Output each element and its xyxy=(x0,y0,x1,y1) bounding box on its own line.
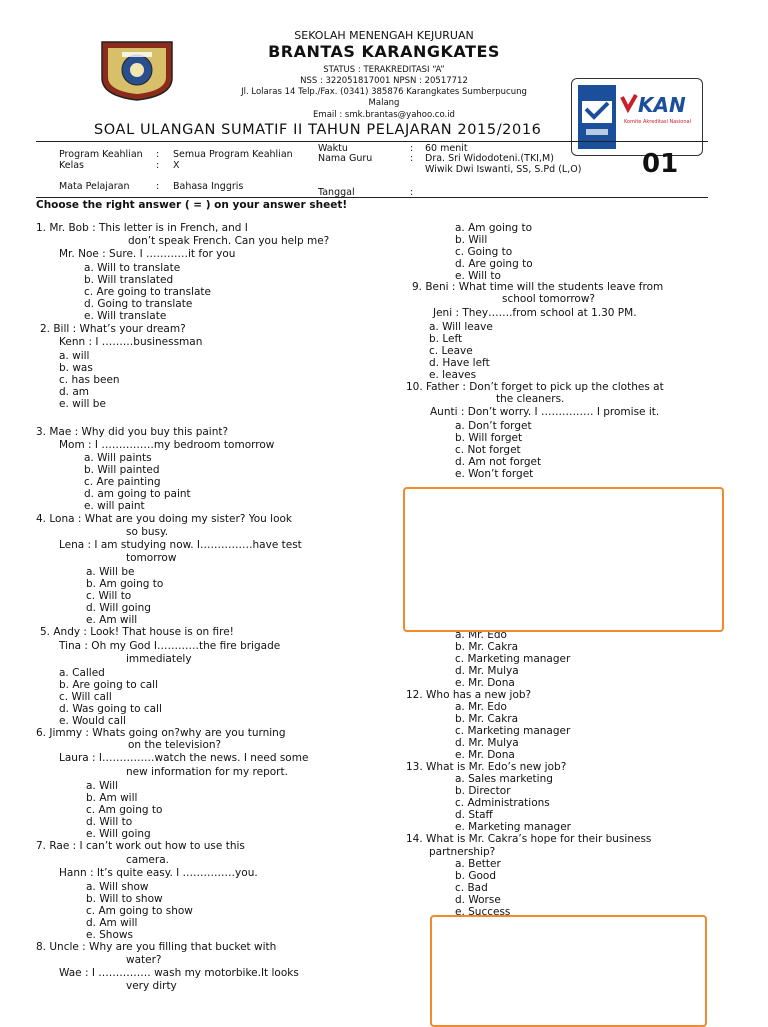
question-line: Mr. Noe : Sure. I …………it for you xyxy=(59,248,236,260)
question-line: 7. Rae : I can’t work out how to use this xyxy=(36,840,245,852)
question-line: 14. What is Mr. Cakra’s hope for their business xyxy=(406,833,652,845)
answer-option: c. Are going to translate xyxy=(84,286,211,298)
answer-option: b. Will painted xyxy=(84,464,160,476)
answer-option: a. Will to translate xyxy=(84,262,181,274)
question-line: 10. Father : Don’t forget to pick up the clothes at xyxy=(406,381,664,393)
question-line: 12. Who has a new job? xyxy=(406,689,532,701)
answer-option: a. Mr. Edo xyxy=(455,701,507,713)
question-line: on the television? xyxy=(128,739,222,751)
question-line: Mom : I ……………my bedroom tomorrow xyxy=(59,439,275,451)
answer-option: d. Are going to xyxy=(455,258,533,270)
question-line: new information for my report. xyxy=(126,766,288,778)
info-rule xyxy=(36,197,708,198)
answer-option: b. Are going to call xyxy=(59,679,158,691)
question-line: 8. Uncle : Why are you filling that bucket with xyxy=(36,941,277,953)
answer-option: e. Marketing manager xyxy=(455,821,571,833)
answer-option: a. will xyxy=(59,350,90,362)
answer-option: a. Am going to xyxy=(455,222,533,234)
address-line-2: Malang xyxy=(368,98,400,108)
answer-option: c. has been xyxy=(59,374,120,386)
question-line: very dirty xyxy=(126,980,177,992)
question-line: school tomorrow? xyxy=(502,293,595,305)
answer-option: c. Going to xyxy=(455,246,513,258)
answer-option: c. Leave xyxy=(429,345,473,357)
waktu-colon: : xyxy=(410,143,414,154)
answer-option: c. Administrations xyxy=(455,797,550,809)
answer-option: e. Shows xyxy=(86,929,133,941)
exam-code: 01 xyxy=(642,149,679,179)
question-line: the cleaners. xyxy=(496,393,565,405)
question-line: Kenn : I ………businessman xyxy=(59,336,203,348)
tanggal-label: Tanggal xyxy=(318,187,355,198)
answer-option: b. Am going to xyxy=(86,578,164,590)
question-line: Tina : Oh my God I…………the fire brigade xyxy=(59,640,281,652)
answer-option: a. Mr. Edo xyxy=(455,629,507,641)
question-line: 1. Mr. Bob : This letter is in French, and I xyxy=(36,222,248,234)
answer-option: b. Will xyxy=(455,234,488,246)
question-line: Aunti : Don’t worry. I …………… I promise it. xyxy=(430,406,660,418)
school-type: SEKOLAH MENENGAH KEJURUAN xyxy=(294,29,474,42)
answer-option: d. Worse xyxy=(455,894,501,906)
answer-option: d. Mr. Mulya xyxy=(455,665,519,677)
answer-option: e. Success xyxy=(455,906,511,918)
answer-option: e. will paint xyxy=(84,500,145,512)
answer-option: b. Mr. Cakra xyxy=(455,713,519,725)
answer-option: a. Will be xyxy=(86,566,135,578)
answer-option: e. Mr. Dona xyxy=(455,677,515,689)
kelas-colon: : xyxy=(156,160,160,171)
question-line: Wae : I …………… wash my motorbike.It looks xyxy=(59,967,299,979)
answer-option: c. Will to xyxy=(86,590,132,602)
question-line: don’t speak French. Can you help me? xyxy=(128,235,330,247)
question-line: partnership? xyxy=(429,846,496,858)
answer-option: a. Will leave xyxy=(429,321,493,333)
question-line: tomorrow xyxy=(126,552,177,564)
school-name: BRANTAS KARANGKATES xyxy=(268,42,500,61)
blank-box-2 xyxy=(430,915,707,1027)
answer-option: d. Am will xyxy=(86,917,138,929)
question-line: Laura : I……………watch the news. I need some xyxy=(59,752,309,764)
question-line: 5. Andy : Look! That house is on fire! xyxy=(40,626,234,638)
accreditation-status: STATUS : TERAKREDITASI “A” xyxy=(323,65,445,75)
nss-npsn: NSS : 322051817001 NPSN : 20517712 xyxy=(300,76,468,86)
answer-option: d. Mr. Mulya xyxy=(455,737,519,749)
answer-option: a. Will xyxy=(86,780,119,792)
answer-option: e. will be xyxy=(59,398,106,410)
question-line: immediately xyxy=(126,653,192,665)
answer-option: b. Will forget xyxy=(455,432,523,444)
answer-option: e. Won’t forget xyxy=(455,468,534,480)
title-rule xyxy=(36,141,708,142)
answer-option: d. am going to paint xyxy=(84,488,191,500)
answer-option: d. am xyxy=(59,386,90,398)
answer-option: d. Will going xyxy=(86,602,151,614)
answer-option: e. Mr. Dona xyxy=(455,749,515,761)
answer-option: b. was xyxy=(59,362,93,374)
waktu-value: 60 menit xyxy=(425,143,468,154)
kelas-label: Kelas xyxy=(59,160,85,171)
answer-option: e. Will translate xyxy=(84,310,167,322)
tanggal-colon: : xyxy=(410,187,414,198)
waktu-label: Waktu xyxy=(318,143,348,154)
instruction: Choose the right answer ( = ) on your answer sheet! xyxy=(36,199,348,211)
answer-option: b. Left xyxy=(429,333,463,345)
answer-option: a. Sales marketing xyxy=(455,773,553,785)
kan-subtitle: Komite Akreditasi Nasional xyxy=(624,119,691,125)
answer-option: d. Will to xyxy=(86,816,133,828)
kan-text: KAN xyxy=(638,93,686,117)
answer-option: b. Director xyxy=(455,785,511,797)
kelas-value: X xyxy=(173,160,180,171)
mapel-label: Mata Pelajaran xyxy=(59,181,130,192)
school-email: Email : smk.brantas@yahoo.co.id xyxy=(313,110,455,120)
exam-title: SOAL ULANGAN SUMATIF II TAHUN PELAJARAN 2015/2016 xyxy=(94,122,542,138)
answer-option: b. Will to show xyxy=(86,893,163,905)
question-line: 9. Beni : What time will the students leave from xyxy=(412,281,664,293)
answer-option: c. Are painting xyxy=(84,476,161,488)
answer-option: c. Will call xyxy=(59,691,112,703)
answer-option: a. Better xyxy=(455,858,501,870)
answer-option: b. Mr. Cakra xyxy=(455,641,519,653)
question-line: so busy. xyxy=(126,526,169,538)
question-line: camera. xyxy=(126,854,169,866)
question-line: 2. Bill : What’s your dream? xyxy=(40,323,186,335)
question-line: water? xyxy=(126,954,162,966)
answer-option: a. Don’t forget xyxy=(455,420,532,432)
guru-label: Nama Guru xyxy=(318,153,373,164)
answer-option: c. Am going to show xyxy=(86,905,193,917)
answer-option: e. Will to xyxy=(455,270,501,282)
answer-option: d. Was going to call xyxy=(59,703,162,715)
answer-option: d. Am not forget xyxy=(455,456,542,468)
guru-value-1: Dra. Sri Widodoteni.(TKI,M) xyxy=(425,153,554,164)
answer-option: d. Have left xyxy=(429,357,490,369)
question-line: 3. Mae : Why did you buy this paint? xyxy=(36,426,229,438)
answer-option: d. Staff xyxy=(455,809,493,821)
guru-value-2: Wiwik Dwi Iswanti, SS, S.Pd (L,O) xyxy=(425,164,582,175)
answer-option: d. Going to translate xyxy=(84,298,193,310)
answer-option: e. Will going xyxy=(86,828,151,840)
address-line-1: Jl. Lolaras 14 Telp./Fax. (0341) 385876 Karangkates Sumberpucung xyxy=(241,87,527,97)
question-line: 13. What is Mr. Edo’s new job? xyxy=(406,761,567,773)
answer-option: c. Not forget xyxy=(455,444,521,456)
question-line: 6. Jimmy : Whats going on?why are you turning xyxy=(36,727,286,739)
program-label: Program Keahlian xyxy=(59,149,143,160)
answer-option: c. Am going to xyxy=(86,804,163,816)
answer-option: e. Would call xyxy=(59,715,126,727)
question-line: 4. Lona : What are you doing my sister? You look xyxy=(36,513,293,525)
mapel-value: Bahasa Inggris xyxy=(173,181,244,192)
answer-option: e. leaves xyxy=(429,369,477,381)
kan-logo xyxy=(571,78,703,156)
answer-option: c. Bad xyxy=(455,882,488,894)
answer-option: a. Called xyxy=(59,667,105,679)
guru-colon: : xyxy=(410,153,414,164)
question-line: Hann : It’s quite easy. I ……………you. xyxy=(59,867,258,879)
answer-option: b. Will translated xyxy=(84,274,174,286)
answer-option: c. Marketing manager xyxy=(455,725,571,737)
answer-option: a. Will paints xyxy=(84,452,152,464)
answer-option: a. Will show xyxy=(86,881,149,893)
program-value: Semua Program Keahlian xyxy=(173,149,293,160)
question-line: Jeni : They…….from school at 1.30 PM. xyxy=(433,307,637,319)
blank-box-1 xyxy=(403,487,724,632)
answer-option: b. Am will xyxy=(86,792,138,804)
answer-option: e. Am will xyxy=(86,614,138,626)
answer-option: b. Good xyxy=(455,870,496,882)
program-colon: : xyxy=(156,149,160,160)
answer-option: c. Marketing manager xyxy=(455,653,571,665)
mapel-colon: : xyxy=(156,181,160,192)
question-line: Lena : I am studying now. I……………have test xyxy=(59,539,302,551)
